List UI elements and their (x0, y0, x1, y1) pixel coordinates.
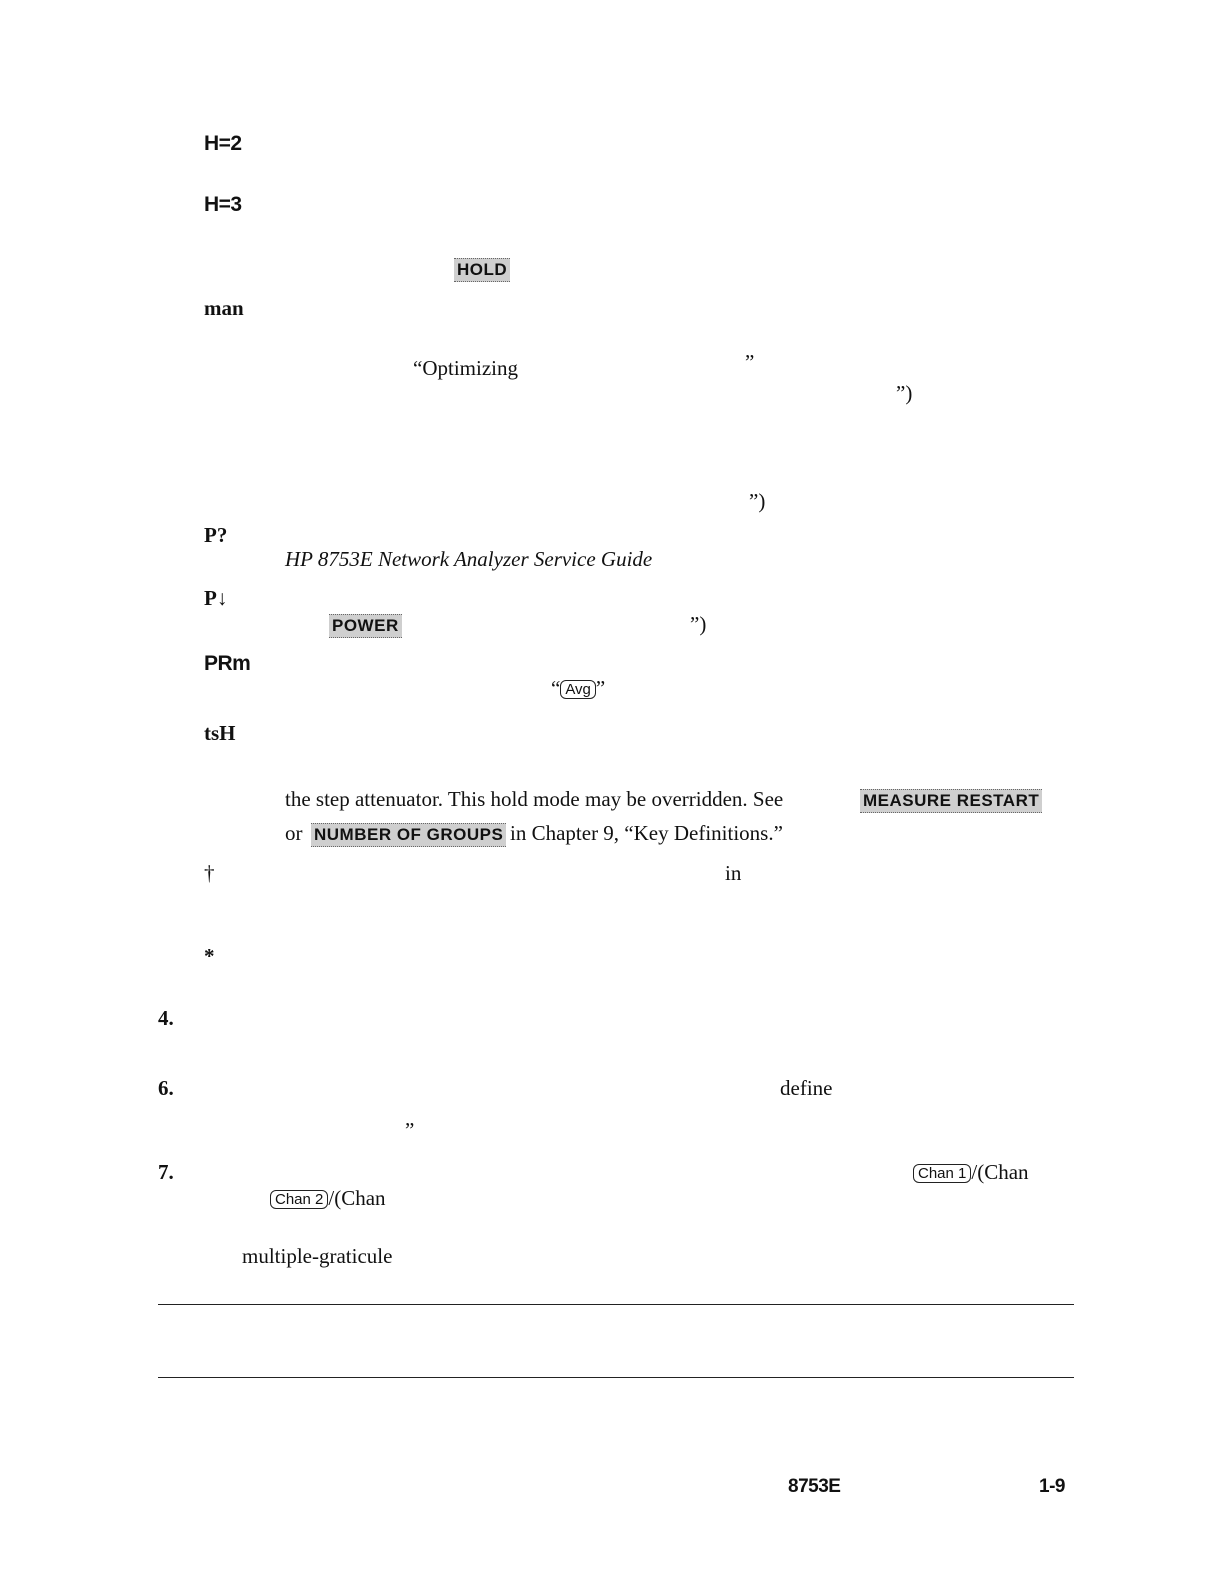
power-softkey-ref (329, 612, 402, 638)
service-guide-title: HP 8753E Network Analyzer Service Guide (285, 547, 653, 571)
annotation-p-unknown: P? (204, 523, 228, 547)
step-attenuator-text: the step attenuator. This hold mode may be overridden. See (285, 787, 784, 811)
annotation-prm: PRm (204, 652, 251, 675)
chan1-key-ref (913, 1160, 1029, 1184)
step-number-7: 7. (158, 1160, 174, 1184)
close-quote: ” (595, 676, 606, 700)
measure-restart-ref (860, 787, 1042, 813)
chapter-reference: in Chapter 9, “Key Definitions.” (510, 821, 783, 845)
open-quote: “ (551, 676, 561, 700)
annotation-tsh: tsH (204, 721, 236, 745)
chan1-hardkey: Chan 1 (913, 1164, 971, 1183)
number-of-groups-ref (311, 821, 506, 847)
chan2-hardkey: Chan 2 (270, 1190, 328, 1209)
number-of-groups-softkey: NUMBER OF GROUPS (311, 823, 506, 847)
avg-key-ref (551, 676, 605, 700)
chan1-suffix: /(Chan (971, 1160, 1029, 1184)
multiple-graticule-text: multiple-graticule (242, 1244, 393, 1268)
quote-paren: ”) (896, 381, 913, 405)
note-bottom-rule (158, 1377, 1074, 1378)
page-number: 1-9 (1039, 1476, 1065, 1497)
define-text: define (780, 1076, 833, 1100)
annotation-h2: H=2 (204, 132, 242, 155)
annotation-asterisk: * (204, 944, 215, 968)
chan2-key-ref (270, 1186, 386, 1210)
quote-mark: ” (405, 1118, 415, 1142)
hold-softkey-ref (454, 256, 510, 282)
hold-softkey: HOLD (454, 258, 510, 282)
annotation-p-down: P↓ (204, 586, 228, 610)
in-text: in (725, 861, 742, 885)
quote-paren: ”) (749, 489, 766, 513)
chan2-suffix: /(Chan (328, 1186, 386, 1210)
power-softkey: POWER (329, 614, 402, 638)
step-number-4: 4. (158, 1006, 174, 1030)
step-number-6: 6. (158, 1076, 174, 1100)
optimizing-text: “Optimizing (413, 356, 518, 380)
quote-paren: ”) (690, 612, 707, 636)
annotation-dagger: † (204, 861, 215, 885)
footer-model: 8753E (788, 1476, 841, 1497)
annotation-man: man (204, 296, 244, 320)
or-text: or (285, 821, 303, 845)
note-top-rule (158, 1304, 1074, 1305)
measure-restart-softkey: MEASURE RESTART (860, 789, 1042, 813)
avg-hardkey: Avg (560, 680, 596, 699)
annotation-h3: H=3 (204, 193, 242, 216)
quote-mark: ” (745, 350, 755, 374)
